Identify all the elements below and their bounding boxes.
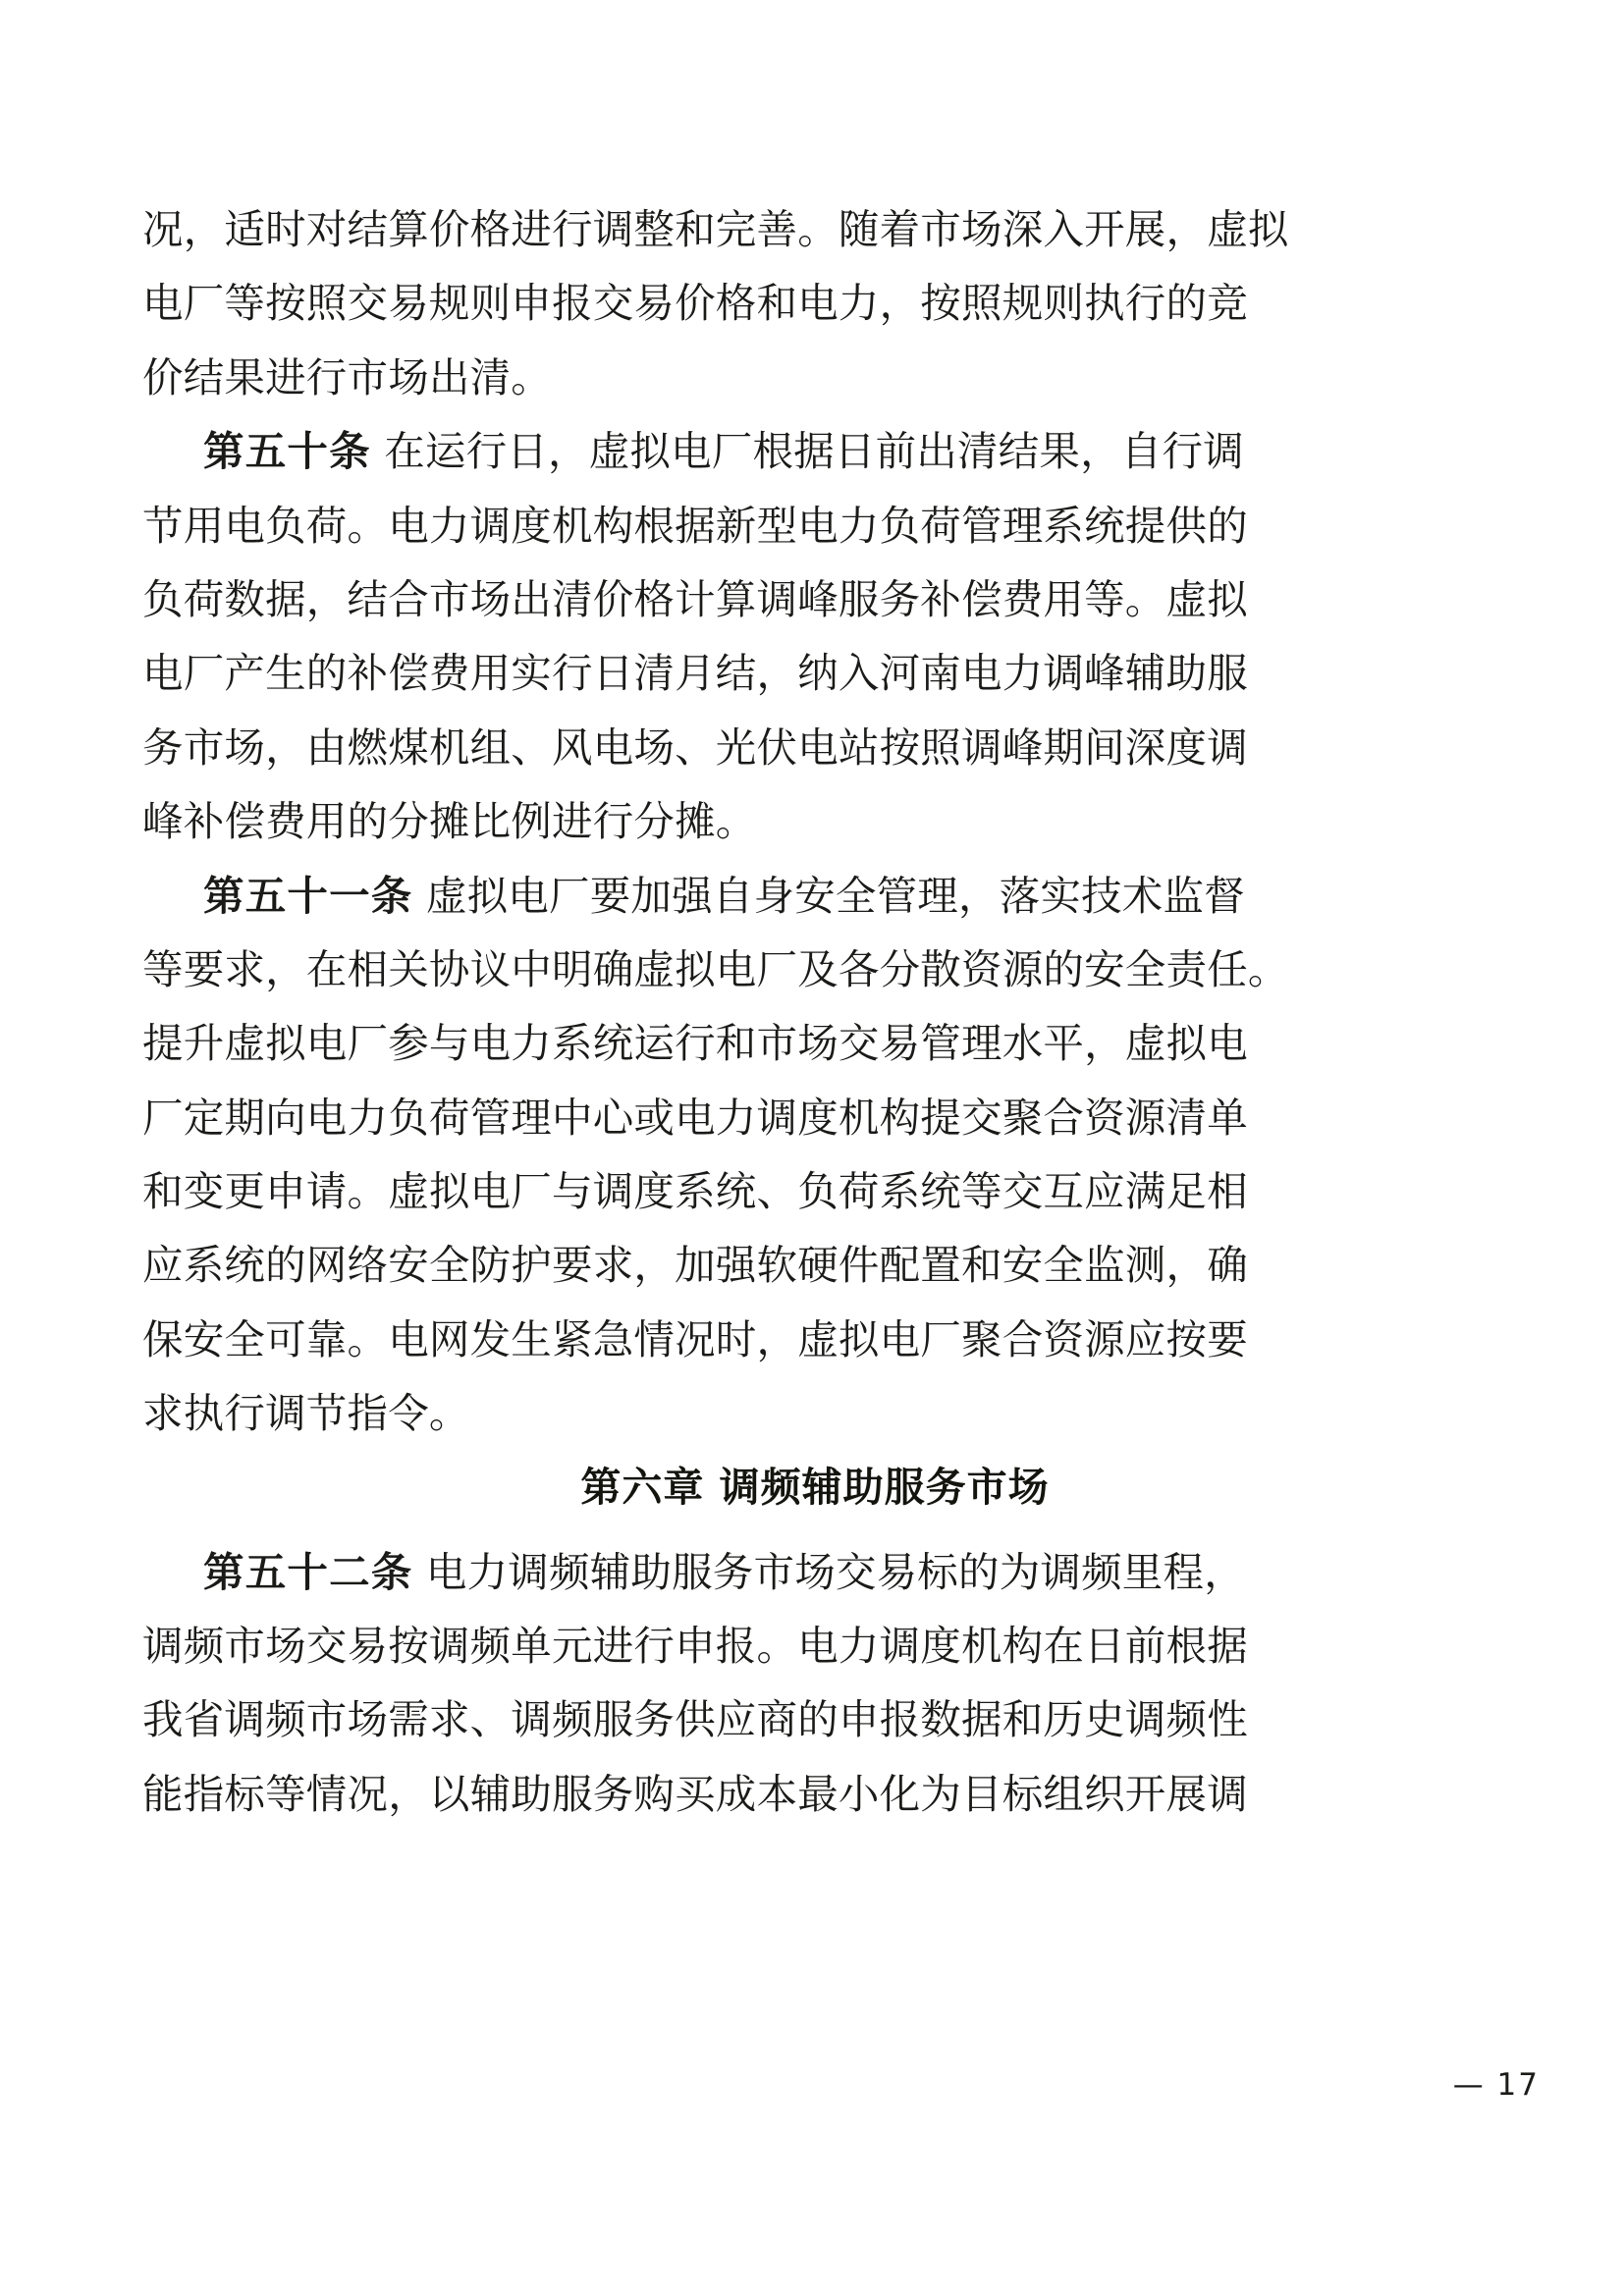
body-line: 况，适时对结算价格进行调整和完善。随着市场深入开展，虚拟 (142, 205, 1289, 253)
page-number: — 17 (1452, 2067, 1540, 2103)
body-line: 价结果进行市场出清。 (142, 352, 553, 401)
body-line: 应系统的网络安全防护要求，加强软硬件配置和安全监测，确 (142, 1241, 1248, 1290)
article-52-first-line (142, 1535, 1488, 1609)
article-50-text: 在运行日，虚拟电厂根据日前出清结果，自行调 (370, 427, 1244, 476)
body-line: 提升虚拟电厂参与电力系统运行和市场交易管理水平，虚拟电 (142, 1019, 1248, 1068)
body-line: 节用电负荷。电力调度机构根据新型电力负荷管理系统提供的 (142, 501, 1248, 550)
article-marker-52: 第五十二条 (203, 1547, 413, 1596)
body-line: 求执行调节指令。 (142, 1389, 470, 1438)
article-marker-51: 第五十一条 (203, 871, 413, 920)
article-51-first-line (142, 859, 1488, 933)
article-50-first-line (142, 414, 1488, 488)
body-line: 和变更申请。虚拟电厂与调度系统、负荷系统等交互应满足相 (142, 1167, 1248, 1216)
body-line: 峰补偿费用的分摊比例进行分摊。 (142, 797, 757, 846)
body-line: 保安全可靠。电网发生紧急情况时，虚拟电厂聚合资源应按要 (142, 1314, 1248, 1363)
body-line: 电厂产生的补偿费用实行日清月结，纳入河南电力调峰辅助服 (142, 649, 1248, 698)
article-marker-50: 第五十条 (203, 427, 371, 476)
body-line: 厂定期向电力负荷管理中心或电力调度机构提交聚合资源清单 (142, 1093, 1248, 1142)
chapter-heading: 第六章 调频辅助服务市场 (580, 1463, 1050, 1511)
article-52-text: 电力调频辅助服务市场交易标的为调频里程， (412, 1547, 1245, 1596)
body-line: 负荷数据，结合市场出清价格计算调峰服务补偿费用等。虚拟 (142, 574, 1248, 623)
document-body (142, 192, 1488, 1831)
body-line: 务市场，由燃煤机组、风电场、光伏电站按照调峰期间深度调 (142, 722, 1248, 772)
body-line: 调频市场交易按调频单元进行申报。电力调度机构在日前根据 (142, 1622, 1248, 1671)
article-51-text: 虚拟电厂要加强自身安全管理，落实技术监督 (412, 871, 1245, 920)
body-line: 我省调频市场需求、调频服务供应商的申报数据和历史调频性 (142, 1695, 1248, 1744)
body-line: 电厂等按照交易规则申报交易价格和电力，按照规则执行的竞 (142, 279, 1248, 328)
body-line: 等要求，在相关协议中明确虚拟电厂及各分散资源的安全责任。 (142, 944, 1289, 993)
body-line: 能指标等情况，以辅助服务购买成本最小化为目标组织开展调 (142, 1769, 1248, 1818)
